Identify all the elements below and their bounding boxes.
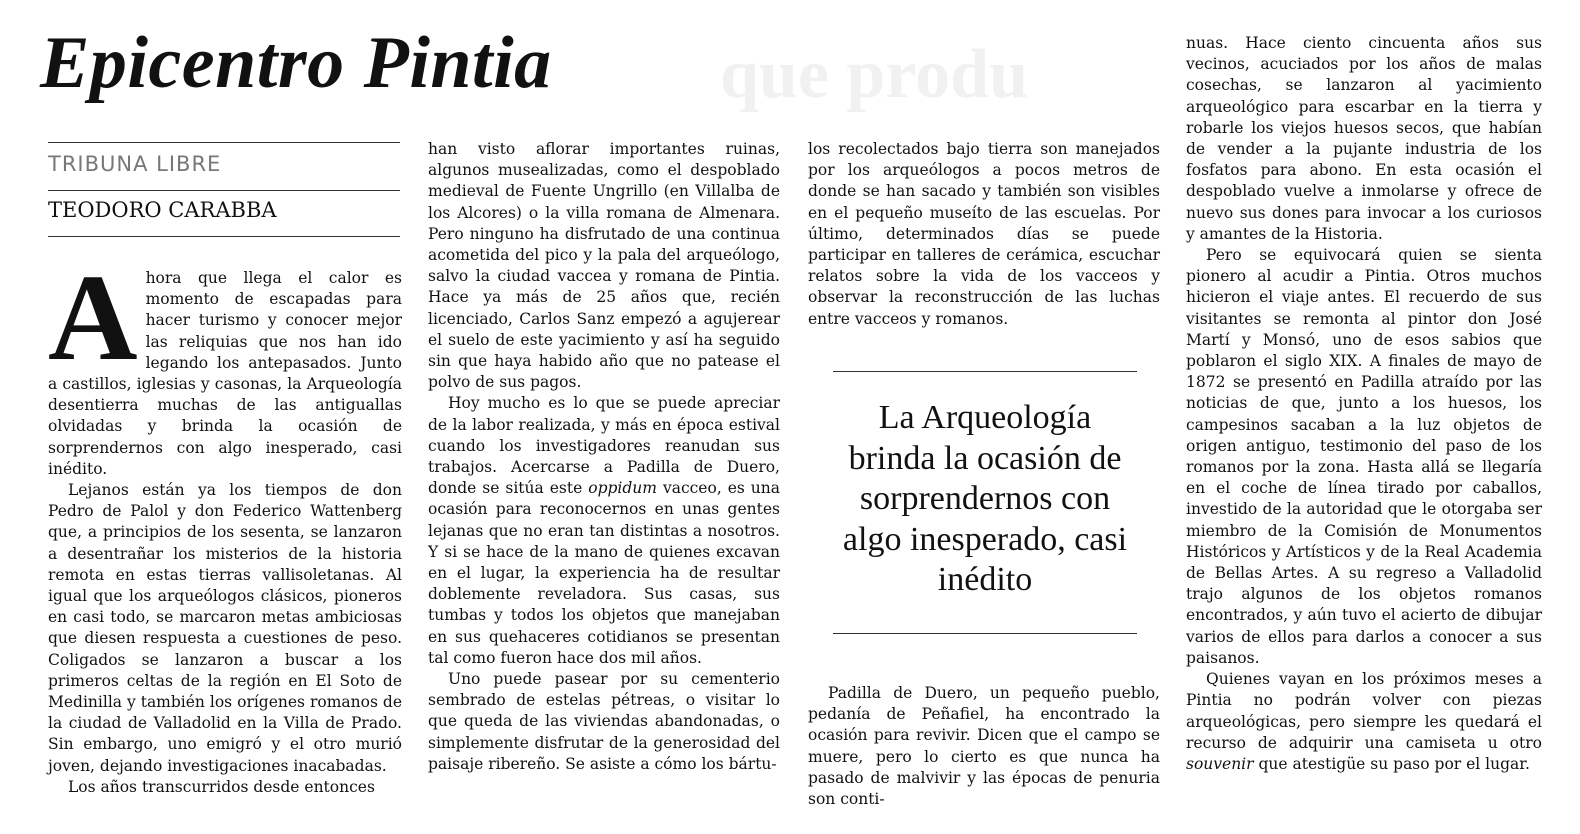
paragraph (1186, 669, 1542, 775)
section-top-rule (48, 142, 400, 143)
paragraph: nuas. Hace ciento cincuenta años sus vecinos, acuciados por los años de malas cosechas, se lanzaron al yacimiento arqueológico para escarbar en la tierra y robarle los viejos huesos secos, que habían de vender a la pujante industria de los fosfatos para abono. En esta ocasión el despoblado vuelve a inmolarse y ofrece de nuevo sus dones para invocar a los curiosos y amantes de la Historia. (1186, 34, 1542, 243)
section-label: TRIBUNA LIBRE (48, 152, 222, 176)
paragraph-text: Hoy mucho es lo que se puede apreciar de la labor realizada, y más en época estival cuando los investigadores reanudan sus trabajos. Acercarse a Padilla de Duero, donde se sitúa este (428, 394, 780, 498)
paragraph: Pero se equivocará quien se sienta pionero al acudir a Pintia. Otros muchos hicieron el viaje antes. El recuerdo de sus visitantes se remonta al pintor don José Martí y Monsó, uno de esos sabios que poblaron el siglo XIX. A finales de mayo de 1872 se presentó en Padilla atraído por las noticias de que, junto a los huesos, los campesinos sacaban a la luz objetos de origen antiguo, testimonio del paso de los romanos por la zona. Hasta allá se llegaría en el coche de línea tirado por caballos, investido de la autoridad que le otorgaba ser miembro de la Comisión de Monumentos Históricos y Artísticos y de la Real Academia de Bellas Artes. A su regreso a Valladolid trajo algunos de los objetos romanos encontrados, y aún tuvo el acierto de dibujar varios de ellos para darlos a conocer a sus paisanos. (1186, 246, 1542, 667)
section-divider-rule (48, 190, 400, 191)
drop-cap: A (48, 249, 138, 386)
paragraph: Los años transcurridos desde entonces (68, 777, 375, 796)
column-2 (428, 139, 780, 775)
pullquote-top-rule (833, 371, 1137, 372)
paragraph: Lejanos están ya los tiempos de don Pedro de Palol y don Federico Wattenberg que, a principios de los sesenta, se lanzaron a desentrañar los misterios de la historia remota en estas tierras vallisoletanas. Al igual que los arqueólogos clásicos, pioneros en casi todo, se marcaron metas ambiciosas que diesen respuesta a cuestiones de peso. Coligados se lanzaron a buscar a los primeros celtas de la región en El Soto de Medinilla y también los orígenes romanos de la ciudad de Valladolid en la Villa de Prado. Sin embargo, uno emigró y el otro murió joven, dejando investigaciones inacabadas. (48, 481, 402, 775)
paragraph: los recolectados bajo tierra son manejados por los arqueólogos a pocos metros de donde se han sacado y también son visibles en el pequeño museíto de las escuelas. Por último, determinados días se puede participar en talleres de cerámica, escuchar relatos sobre la vida de los vacceos y observar la reconstrucción de las luchas entre vacceos y romanos. (808, 140, 1160, 328)
bleed-through-text: que produ (720, 36, 1029, 113)
column-3 (808, 139, 1160, 330)
column-4 (1186, 33, 1542, 775)
author-byline: TEODORO CARABBA (48, 198, 277, 222)
column-1 (48, 249, 402, 798)
paragraph: han visto aflorar importantes ruinas, algunos musealizadas, como el despoblado medieval de Fuente Ungrillo (en Villalba de los Alcores) o la villa romana de Almenara. Pero ninguno ha disfrutado de una continua acometida del pico y la pala del arqueólogo, salvo la ciudad vaccea y romana de Pintia. Hace ya más de 25 años que, recién licenciado, Carlos Sanz empezó a agujerear el suelo de este yacimiento y así ha seguido sin que haya habido año que no patease el polvo de sus pagos. (428, 140, 780, 392)
italic-term: oppidum (588, 479, 657, 498)
lead-paragraph-text: hora que llega el calor es momento de escapadas para hacer turismo y conocer mejor las reliquias que nos han ido legando los antepasados. Junto a castillos, iglesias y casonas, la Arqueología desentierra muchas de las antiguallas olvidadas y brinda la ocasión de sorprendernos con algo inesperado, casi inédito. (48, 269, 402, 478)
lead-paragraph (48, 249, 402, 480)
italic-term: souvenir (1186, 754, 1254, 773)
paragraph-text: Quienes vayan en los próximos meses a Pintia no podrán volver con piezas arqueológicas, pero siempre les quedará el recurso de adquirir una camiseta u otro (1186, 670, 1542, 752)
pull-quote: La Arqueología brinda la ocasión de sorprendernos con algo inesperado, casi inédito (842, 399, 1128, 598)
headline: Epicentro Pintia (40, 22, 552, 104)
paragraph-text: vacceo, es una ocasión para reconocernos en unas gentes lejanas que no eran tan distintas a nosotros. Y si se hace de la mano de quienes excavan en el lugar, la experiencia ha de resultar doblemente reveladora. Sus casas, sus tumbas y todos los objetos que manejaban en sus quehaceres cotidianos se presentan tal como fueron hace dos mil años. (428, 479, 781, 667)
paragraph: Uno puede pasear por su cementerio sembrado de estelas pétreas, o visitar lo que queda de las viviendas abandonadas, o simplemente disfrutar de la generosidad del paisaje ribereño. Se asiste a cómo los bártu- (428, 670, 780, 773)
column-3-continued (808, 683, 1160, 810)
pullquote-bottom-rule (833, 633, 1137, 634)
paragraph-text: que atestigüe su paso por el lugar. (1253, 754, 1530, 773)
byline-bottom-rule (48, 236, 400, 237)
paragraph: Padilla de Duero, un pequeño pueblo, pedanía de Peñafiel, ha encontrado la ocasión para revivir. Dicen que el campo se muere, pero lo cierto es que nunca ha pasado de malvivir y las épocas de penuria son conti- (808, 684, 1160, 809)
paragraph (428, 393, 780, 669)
